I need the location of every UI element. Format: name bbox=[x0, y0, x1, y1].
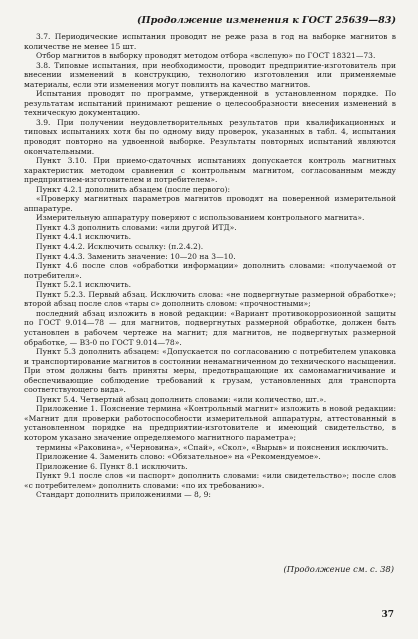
paragraph: Отбор магнитов в выборку проводят методом отбора «вслепую» по ГОСТ 18321—73. bbox=[36, 51, 376, 61]
paragraph: Приложение 4. Заменить слово: «Обязательное» на «Рекомендуемое». bbox=[36, 452, 321, 462]
paragraph: Пункт 4.4.3. Заменить значение: 10—20 на 3—10. bbox=[36, 251, 236, 261]
paragraph: Пункт 5.3 дополнить абзацем: «Допускается по согласованию с потребителем упаковка и транспортирование магнитов в состоянии ненамагниченном до технического насыщения. При этом должны быть приняты меры, предотвращающие их самонамагничивание и обеспечивающие соблюдение требований к грузам, установленных для транспорта соответствующего вида». bbox=[24, 347, 396, 395]
paragraph: Испытания проводят по программе, утвержденной в установленном порядке. По результатам испытаний принимают решение о целесообразности внесения изменений в техническую документацию. bbox=[24, 89, 396, 118]
paragraph: Пункт 4.6 после слов «обработки информации» дополнить словами: «получаемой от потребителя». bbox=[24, 261, 396, 280]
page-header: (Продолжение изменения к ГОСТ 25639—83) bbox=[137, 15, 396, 26]
paragraph: 3.7. Периодические испытания проводят не реже раза в год на выборке магнитов в количестве не менее 15 шт. bbox=[24, 32, 396, 51]
continuation-note: (Продолжение см. с. 38) bbox=[283, 564, 394, 574]
paragraph: Стандарт дополнить приложениями — 8, 9: bbox=[36, 490, 211, 500]
paragraph: Пункт 3.10. При приемо-сдаточных испытаниях допускается контроль магнитных характеристик методом сравнения с контрольным магнитом, согласованным между предприятием-изготовителем и потребителем». bbox=[24, 156, 396, 185]
paragraph: термины «Раковина», «Черновина», «Спай», «Скол», «Вырыв» и пояснения исключить. bbox=[36, 442, 389, 452]
paragraph: Приложение 6. Пункт 8.1 исключить. bbox=[36, 461, 188, 471]
page-number: 37 bbox=[381, 610, 394, 620]
paragraph: Пункт 4.4.2. Исключить ссылку: (п.2.4.2). bbox=[36, 242, 204, 252]
paragraph: Пункт 9.1 после слов «и паспорт» дополнить словами: «или свидетельство»; после слов «с потребителем» дополнить словами: «по их требованию». bbox=[24, 471, 396, 490]
paragraph: 3.8. Типовые испытания, при необходимости, проводит предприятие-изготовитель при внесении изменений в конструкцию, технологию изготовления или применяемые материалы, если эти изменения могут повлиять на качество магнитов. bbox=[24, 60, 396, 89]
paragraph: Пункт 5.2.3. Первый абзац. Исключить слова: «не подвергнутые размерной обработке»; второй абзац после слов «тары с» дополнить словом: «прочностными»; bbox=[24, 289, 396, 309]
paragraph: Приложение 1. Пояснение термина «Контрольный магнит» изложить в новой редакции: «Магнит для проверки работоспособности измерительной аппаратуры, аттестованный в установленном порядке на предприятии-изготовителе и имеющий свидетельство, в котором указано значение определяемого магнитного параметра»; bbox=[24, 404, 396, 442]
paragraph: «Проверку магнитных параметров магнитов проводят на поверенной измерительной аппаратуре. bbox=[24, 194, 396, 213]
paragraph: Пункт 5.4. Четвертый абзац дополнить словами: «или количество, шт.». bbox=[36, 394, 327, 404]
paragraph: 3.9. При получении неудовлетворительных результатов при квалификационных и типовых испытаниях хотя бы по одному виду проверок, указанных в табл. 4, испытания проводят повторно на удвоенной выборке. Результаты повторных испытаний являются окончательными. bbox=[24, 117, 396, 156]
paragraph: Пункт 4.2.1 дополнить абзацем (после первого): bbox=[36, 184, 231, 194]
paragraph: Пункт 4.3 дополнить словами: «или другой ИТД». bbox=[36, 222, 237, 232]
body-text bbox=[24, 32, 396, 500]
paragraph: Измерительную аппаратуру поверяют с использованием контрольного магнита». bbox=[36, 213, 365, 223]
paragraph: последний абзац изложить в новой редакции: «Вариант противокоррозионной защиты по ГОСТ 9.014—78 — для магнитов, подвергнутых размерной обработке, должен быть установлен в рабочем чертеже на магнит; для магнитов, не подвергнутых размерной обработке, — ВЗ-0 по ГОСТ 9.014—78». bbox=[24, 308, 396, 347]
paragraph: Пункт 4.4.1 исключить. bbox=[36, 232, 131, 242]
paragraph: Пункт 5.2.1 исключить. bbox=[36, 280, 131, 290]
